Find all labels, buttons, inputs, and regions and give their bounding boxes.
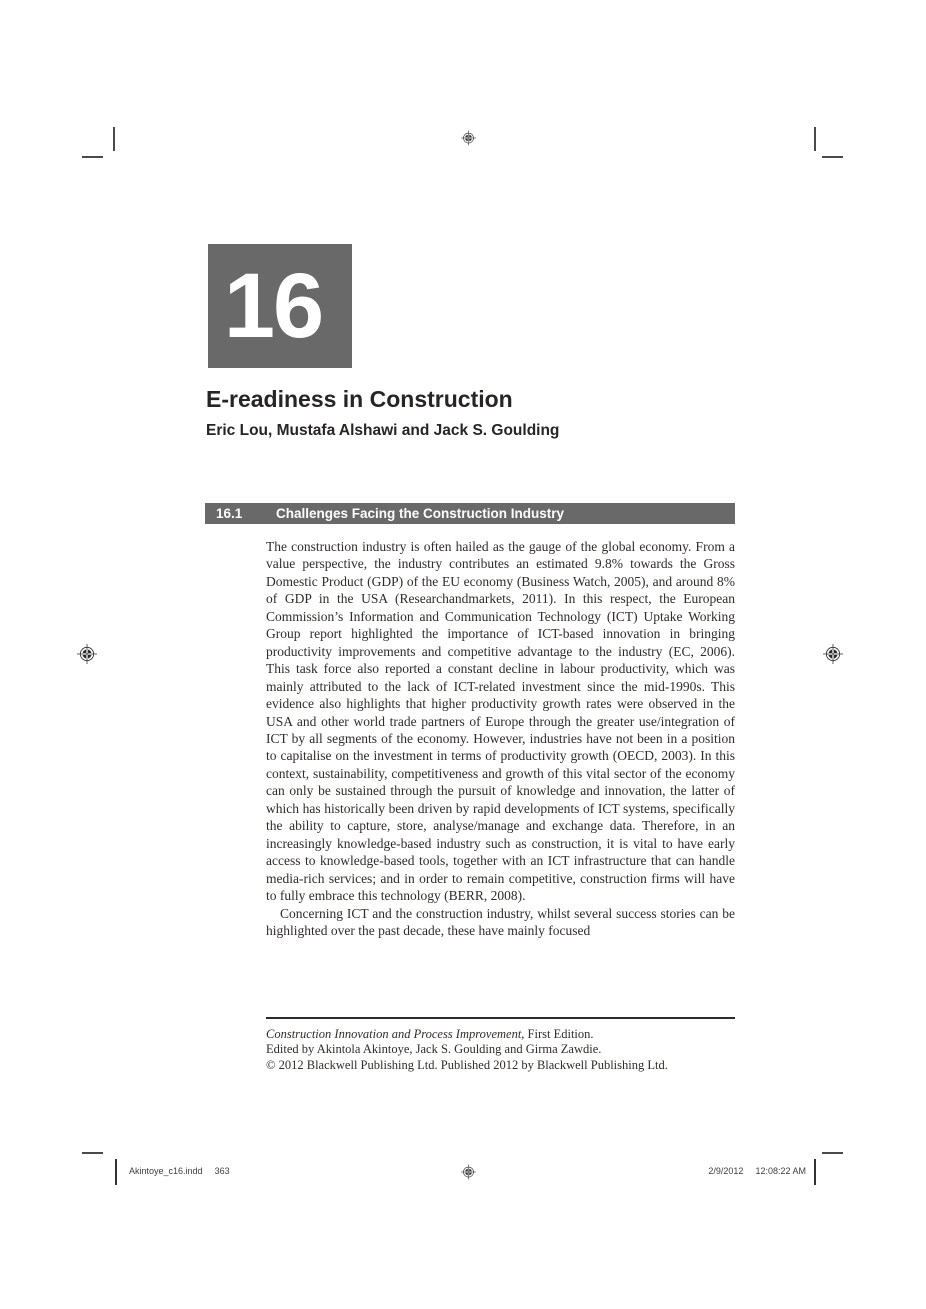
slug-time: 12:08:22 AM — [755, 1166, 806, 1176]
imprint-block — [266, 1027, 735, 1073]
section-title: Challenges Facing the Construction Industry — [276, 506, 565, 521]
edition-text: , First Edition. — [521, 1027, 594, 1041]
chapter-authors: Eric Lou, Mustafa Alshawi and Jack S. Goulding — [206, 422, 560, 439]
slug-page-number: 363 — [214, 1166, 230, 1176]
imprint-line-2: Edited by Akintola Akintoye, Jack S. Goulding and Girma Zawdie. — [266, 1042, 602, 1057]
crop-mark — [822, 1152, 843, 1154]
chapter-title: E-readiness in Construction — [206, 386, 513, 412]
chapter-number-box — [208, 244, 352, 368]
imprint-line-3: © 2012 Blackwell Publishing Ltd. Published 2012 by Blackwell Publishing Ltd. — [266, 1057, 668, 1072]
section-header-bar — [205, 503, 735, 524]
registration-mark-icon — [77, 644, 97, 664]
slug-filename: Akintoye_c16.indd — [129, 1166, 203, 1176]
slug-date: 2/9/2012 — [708, 1166, 744, 1176]
registration-mark-icon — [461, 1164, 476, 1180]
slug-divider — [115, 1159, 117, 1185]
slug-timestamp-line — [708, 1166, 806, 1176]
imprint-rule — [266, 1017, 735, 1019]
slug-filename-line — [129, 1166, 230, 1176]
crop-mark — [82, 1152, 103, 1154]
slug-divider — [814, 1159, 816, 1185]
registration-mark-icon — [461, 130, 476, 146]
crop-mark — [82, 156, 103, 158]
book-title: Construction Innovation and Process Improvement — [266, 1027, 522, 1041]
body-paragraph: The construction industry is often hailed as the gauge of the global economy. From a value perspective, the industry contributes an estimated 9.8% towards the Gross Domestic Product (GDP) of the EU economy (Business Watch, 2005), and around 8% of GDP in the USA (Researchandmarkets, 2011). In this respect, the European Commission’s Information and Communication Technology (ICT) Uptake Working Group report highlighted the importance of ICT-based innovation in bringing productivity improvements and competitive advantage to the industry (EC, 2006). This task force also reported a constant decline in labour productivity, which was mainly attributed to the lack of ICT-related investment since the mid-1990s. This evidence also highlights that higher productivity growth rates were observed in the USA and other world trade partners of Europe through the greater use/integration of ICT by all segments of the economy. However, industries have not been in a position to capitalise on the investment in terms of productivity growth (OECD, 2003). In this context, sustainability, competitiveness and growth of this vital sector of the economy can only be sustained through the pursuit of knowledge and innovation, the latter of which has historically been driven by rapid developments of ICT systems, specifically the ability to capture, store, analyse/manage and exchange data. Therefore, in an increasingly knowledge-based industry such as construction, it is vital to have early access to knowledge-based tools, together with an ICT infrastructure that can handle media-rich services; and in order to remain competitive, construction firms will have to fully embrace this technology (BERR, 2008). — [266, 539, 735, 904]
body-paragraph: Concerning ICT and the construction industry, whilst several success stories can be highlighted over the past decade, these have mainly focused — [266, 905, 735, 938]
imprint-line-1 — [266, 1027, 735, 1042]
body-text — [266, 538, 735, 939]
crop-mark — [822, 156, 843, 158]
section-number: 16.1 — [216, 506, 243, 521]
crop-mark — [113, 127, 115, 151]
chapter-number: 16 — [223, 255, 323, 357]
crop-mark — [814, 127, 816, 151]
registration-mark-icon — [823, 644, 843, 664]
